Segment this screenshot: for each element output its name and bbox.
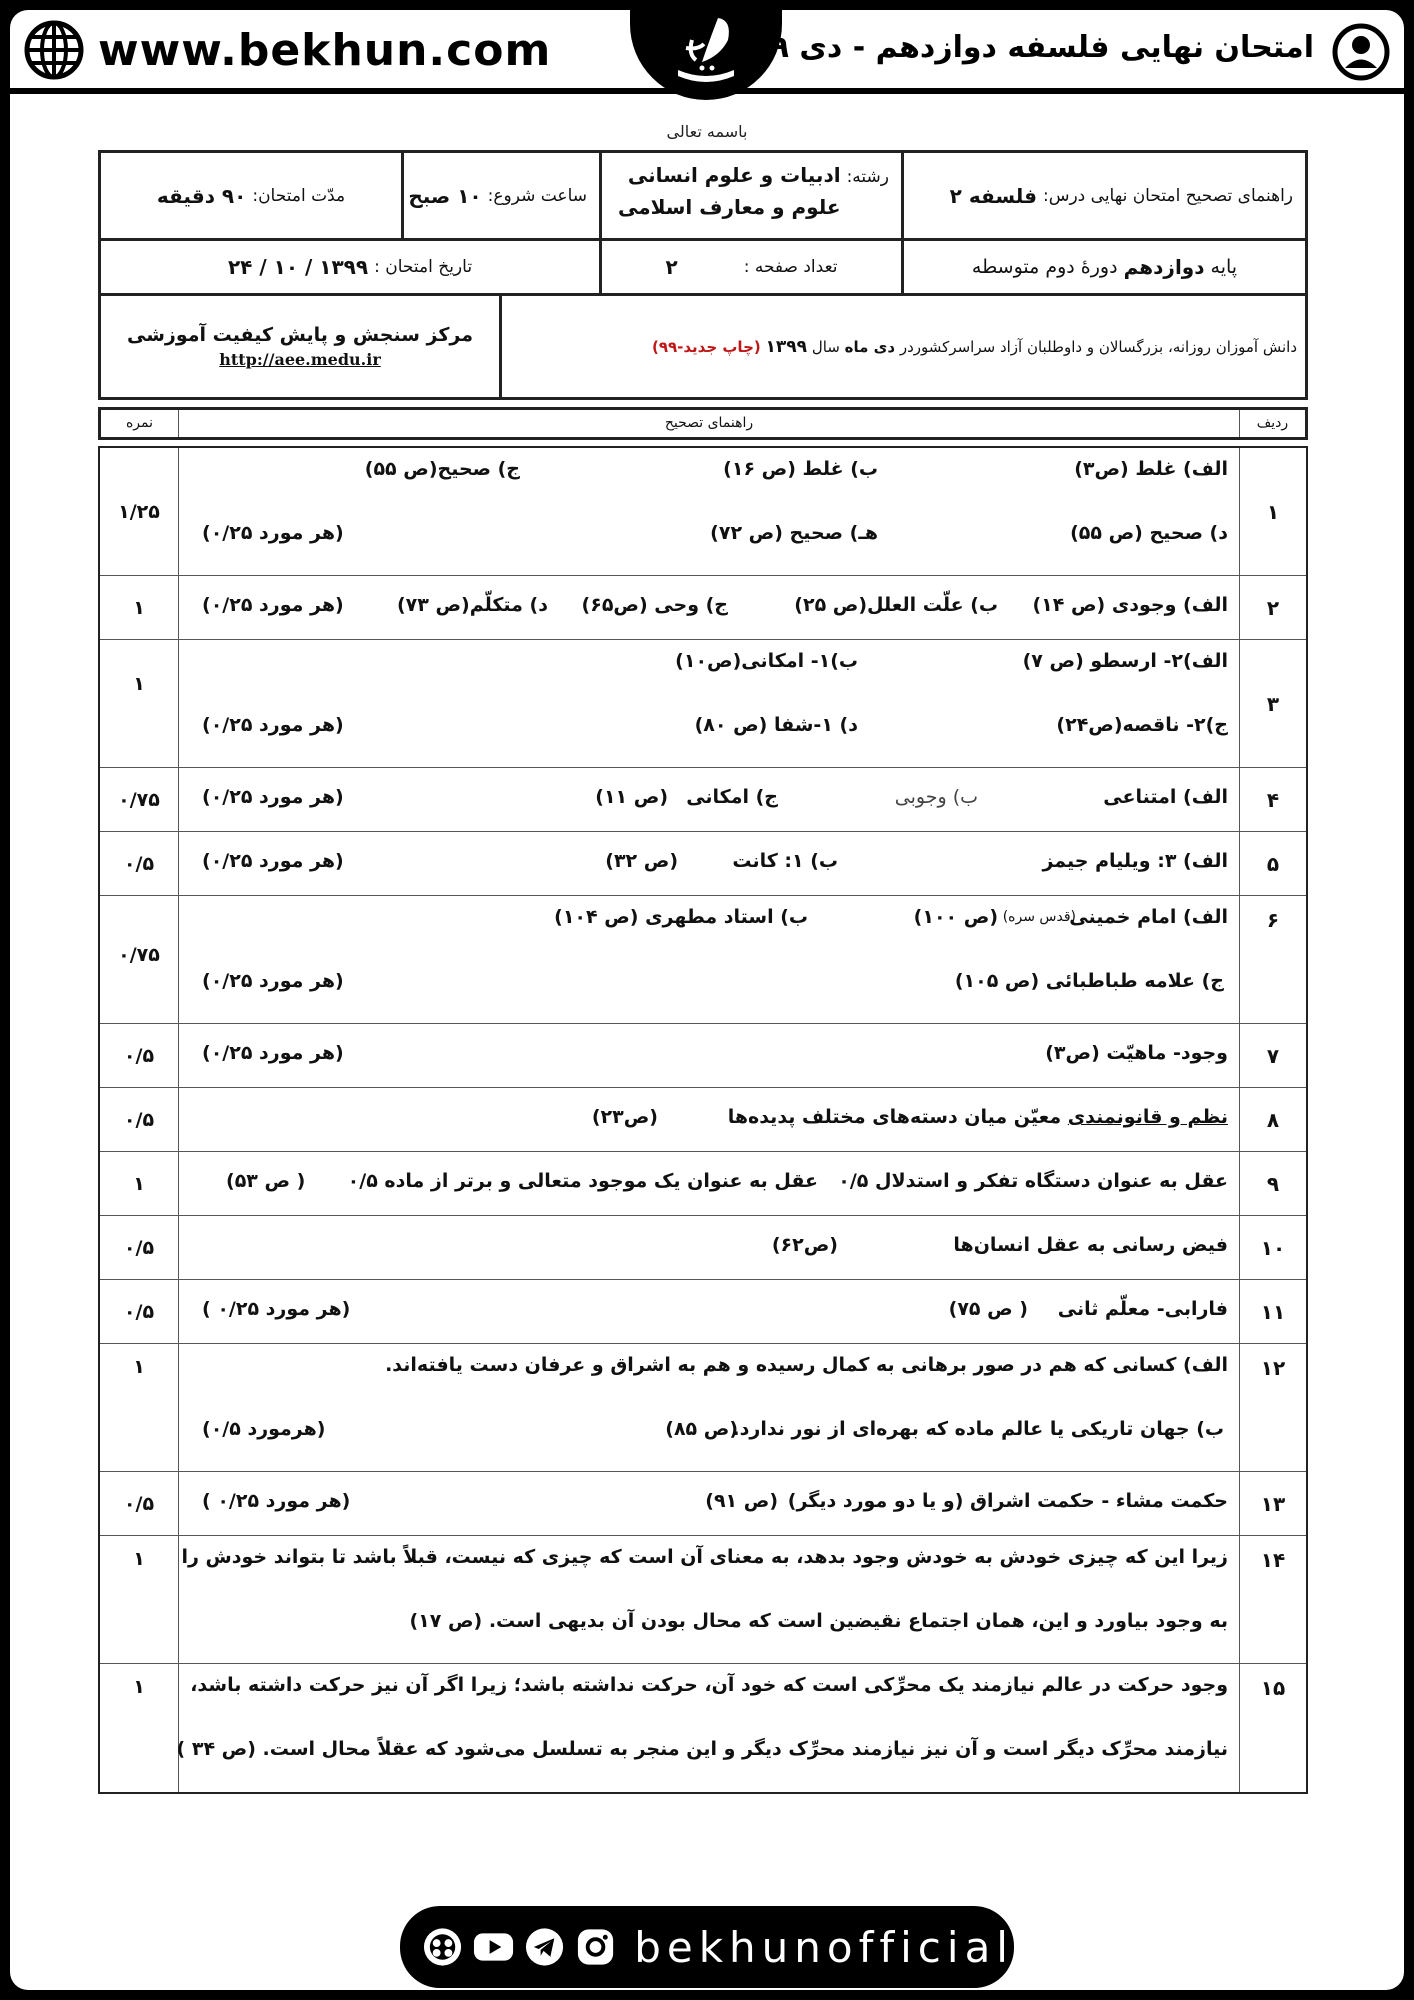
table-row: ۱ ۱/۲۵ الف) غلط (ص۳) ب) غلط (ص ۱۶) ج) صحیح(ص ۵۵) د) صحیح (ص ۵۵) هـ) صحیح (ص ۷۲) (هر مورد ۰/۲۵) (100, 448, 1306, 576)
col-guide: راهنمای تصحیح (664, 415, 754, 431)
table-row: ۳ ۱ الف)۲- ارسطو (ص ۷) ب)۱- امکانی(ص۱۰) ج)۲- ناقصه(ص۲۴) د) ۱-شفا (ص ۸۰) (هر مورد ۰/۲۵) (100, 640, 1306, 768)
table-row: ۵ ۰/۵ الف) ۳: ویلیام جیمز ب) ۱: کانت (ص ۳۲) (هر مورد ۰/۲۵) (100, 832, 1306, 896)
table-row: ۱۴ ۱ زیرا این که چیزی خودش به خودش وجود بدهد، به معنای آن است که چیزی که نیست، قبلاً باشد تا بتواند خودش را به وجود بیاورد و این، همان اجتماع نقیضین است که محال بودن آن بدیهی است. (ص ۱۷) (100, 1536, 1306, 1664)
field-1: ادبیات و علوم انسانی (627, 163, 841, 187)
castbox-icon[interactable] (422, 1926, 463, 1968)
table-row: ۱۳ ۰/۵ حکمت مشاء - حکمت اشراق (و یا دو مورد دیگر) (ص ۹۱) (هر مورد ۰/۲۵ ) (100, 1472, 1306, 1536)
exam-info-box (98, 150, 1308, 400)
social-handle[interactable]: bekhunofficial (634, 1922, 1014, 1972)
table-row: ۲ ۱ الف) وجودی (ص ۱۴) ب) علّت العلل(ص ۲۵) ج) وحی (ص۶۵) د) متکلّم(ص ۷۳) (هر مورد ۰/۲۵) (100, 576, 1306, 640)
page-frame (10, 10, 1404, 1990)
page-count-cell: تعداد صفحه : ۲ (599, 241, 901, 296)
field-2: علوم و معارف اسلامی (617, 195, 841, 219)
social-footer (400, 1906, 1014, 1988)
bismillah-heading: باسمه تعالی (666, 122, 748, 141)
col-row: ردیف (1239, 410, 1305, 437)
answer-table (98, 446, 1308, 1794)
start-time-cell: ساعت شروع: ۱۰ صبح (401, 153, 599, 241)
website-link[interactable] (24, 20, 551, 80)
students-cell: دانش آموزان روزانه، بزرگسالان و داوطلبان آزاد سراسرکشوردر دی ماه سال ۱۳۹۹ (چاپ جدید-۹۹) (499, 296, 1305, 397)
col-score: نمره (101, 410, 179, 437)
table-row: ۴ ۰/۷۵ الف) امتناعی ب) وجوبی ج) امکانی (ص ۱۱) (هر مورد ۰/۲۵) (100, 768, 1306, 832)
table-row: ۷ ۰/۵ وجود- ماهیّت (ص۳) (هر مورد ۰/۲۵) (100, 1024, 1306, 1088)
grade-cell: پایه دوازدهم دورهٔ دوم متوسطه (901, 241, 1305, 296)
exam-date: ۱۳۹۹ / ۱۰ / ۲۴ (227, 255, 369, 279)
table-row: ۱۱ ۰/۵ فارابی- معلّم ثانی ( ص ۷۵) (هر مورد ۰/۲۵ ) (100, 1280, 1306, 1344)
book-feather-logo-icon (658, 10, 754, 96)
exam-title: امتحان نهایی فلسفه دوازدهم - دی ۹۹ (752, 30, 1314, 65)
start-time: ۱۰ صبح (408, 183, 482, 208)
center-url[interactable]: http://aee.medu.ir (219, 350, 381, 369)
user-icon[interactable] (1332, 23, 1390, 81)
exam-date-cell: تاریخ امتحان : ۱۳۹۹ / ۱۰ / ۲۴ (101, 241, 599, 296)
globe-icon (24, 20, 84, 80)
course-name: فلسفه ۲ (949, 183, 1037, 208)
instagram-icon[interactable] (575, 1926, 616, 1968)
center-cell (101, 296, 499, 397)
field-cell: رشته: ادبیات و علوم انسانی علوم و معارف اسلامی (599, 153, 901, 241)
duration-cell: مدّت امتحان: ۹۰ دقیقه (101, 153, 401, 241)
answer-table-header (98, 407, 1308, 440)
telegram-icon[interactable] (524, 1926, 565, 1968)
table-row: ۱۲ ۱ الف) کسانی که هم در صور برهانی به کمال رسیده و هم به اشراق و عرفان دست یافته‌اند. ب) جهان تاریکی یا عالم ماده که بهره‌ای از نور ندارد. (ص ۸۵) (هرمورد ۰/۵) (100, 1344, 1306, 1472)
duration: ۹۰ دقیقه (156, 183, 247, 208)
youtube-icon[interactable] (473, 1926, 514, 1968)
table-row: ۹ ۱ عقل به عنوان دستگاه تفکر و استدلال ۰/۵ عقل به عنوان یک موجود متعالی و برتر از ماده ۰/۵ ( ص ۵۳) (100, 1152, 1306, 1216)
table-row: ۱۵ ۱ وجود حرکت در عالم نیازمند یک محرِّکی است که خود آن، حرکت نداشته باشد؛ زیرا اگر آن نیز حرکت داشته باشد، نیازمند محرِّک دیگر است و آن نیز نیازمند محرِّک دیگر و این منجر به تسلسل می‌شود که عقلاً محال است. (ص ۳۴ ) (133, 1674, 1286, 1760)
course-cell: راهنمای تصحیح امتحان نهایی درس: فلسفه ۲ (901, 153, 1305, 241)
center-name: مرکز سنجش و پایش کیفیت آموزشی (127, 324, 473, 346)
website-url: www.bekhun.com (98, 24, 552, 76)
table-row: ۸ ۰/۵ نظم و قانونمندی معیّن میان دسته‌های مختلف پدیده‌ها (ص۲۳) (100, 1088, 1306, 1152)
site-header (10, 10, 1404, 90)
table-row: ۶ ۰/۷۵ الف) امام خمینی (قدس سره) (ص ۱۰۰) ب) استاد مطهری (ص ۱۰۴) ج) علامه طباطبائی (ص ۱۰۵) (هر مورد ۰/۲۵) (100, 896, 1306, 1024)
page-count: ۲ (665, 255, 678, 279)
header-divider (10, 88, 1404, 94)
table-row: ۱۰ ۰/۵ فیض رسانی به عقل انسان‌ها (ص۶۲) (100, 1216, 1306, 1280)
new-print-note: (چاپ جدید-۹۹) (651, 337, 761, 356)
grade: دوازدهم (1123, 255, 1205, 279)
